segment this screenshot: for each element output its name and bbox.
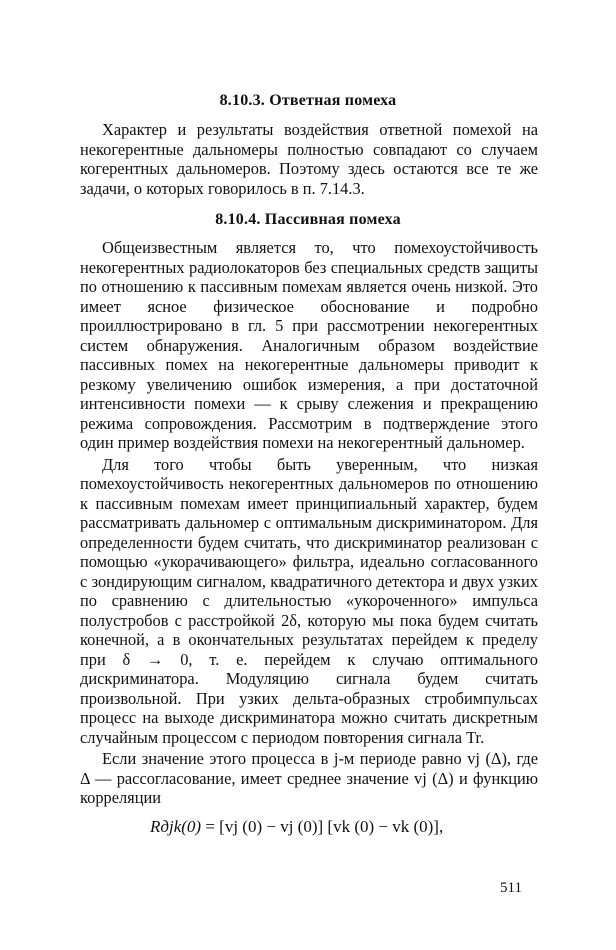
section-heading-8-10-3: 8.10.3. Ответная помеха	[219, 92, 397, 109]
paragraph-discriminator: Для того чтобы быть уверенным, что низкая помехоустойчивость некогерентных дальномеров по отношению к пассивным помехам имеет принципиальный характер, будем рассматривать дальномер с оптимальным дискриминатором. Для определенности будем считать, что дискриминатор реализован с помощью «укорачивающего» фильтра, идеально согласованного с зондирующим сигналом, квадратичного детектора и двух узких по сравнению с длительностью «укороченного» импульса полустробов с расстройкой 2δ, которую мы пока будем считать конечной, а в окончательных результатах перейдем к пределу при δ → 0, т. е. перейдем к случаю оптимального дискриминатора. Модуляцию сигнала будем считать произвольной. При узких дельта-образных стробимпульсах процесс на выходе дискриминатора можно считать дискретным случайным процессом с периодом повторения сигнала Tr.	[80, 454, 538, 747]
section-8-10-3-body	[80, 120, 538, 198]
section-heading-8-10-4: 8.10.4. Пассивная помеха	[215, 211, 401, 228]
correlation-formula	[150, 817, 490, 837]
formula-rhs: = [vj (0) − vj (0)] [vk (0) − vk (0)],	[205, 817, 444, 836]
paragraph-response-jamming: Характер и результаты воздействия ответной помехой на некогерентные дальномеры полностью совпадают со случаем когерентных дальномеров. Поэтому здесь остаются все те же задачи, о которых говорилось в п. 7.14.3.	[80, 120, 538, 198]
page-number: 511	[500, 880, 522, 896]
formula-lhs: Rдjk(0)	[150, 817, 202, 836]
section-8-10-4-body	[80, 238, 538, 808]
paragraph-passive-intro: Общеизвестным является то, что помехоустойчивость некогерентных радиолокаторов без специальных средств защиты по отношению к пассивным помехам является очень низкой. Это имеет ясное физическое обоснование и подробно проиллюстрировано в гл. 5 при рассмотрении некогерентных систем обнаружения. Аналогичным образом воздействие пассивных помех на некогерентные дальномеры приводит к резкому увеличению ошибок измерения, а при достаточной интенсивности помехи — к срыву слежения и прекращению режима сопровождения. Рассмотрим в подтверждение этого один пример воздействия помехи на некогерентный дальномер.	[80, 238, 538, 452]
paragraph-process-value: Если значение этого процесса в j-м периоде равно vj (Δ), где Δ — рассогласование, имеет среднее значение vj (Δ) и функцию корреляции	[80, 749, 538, 807]
